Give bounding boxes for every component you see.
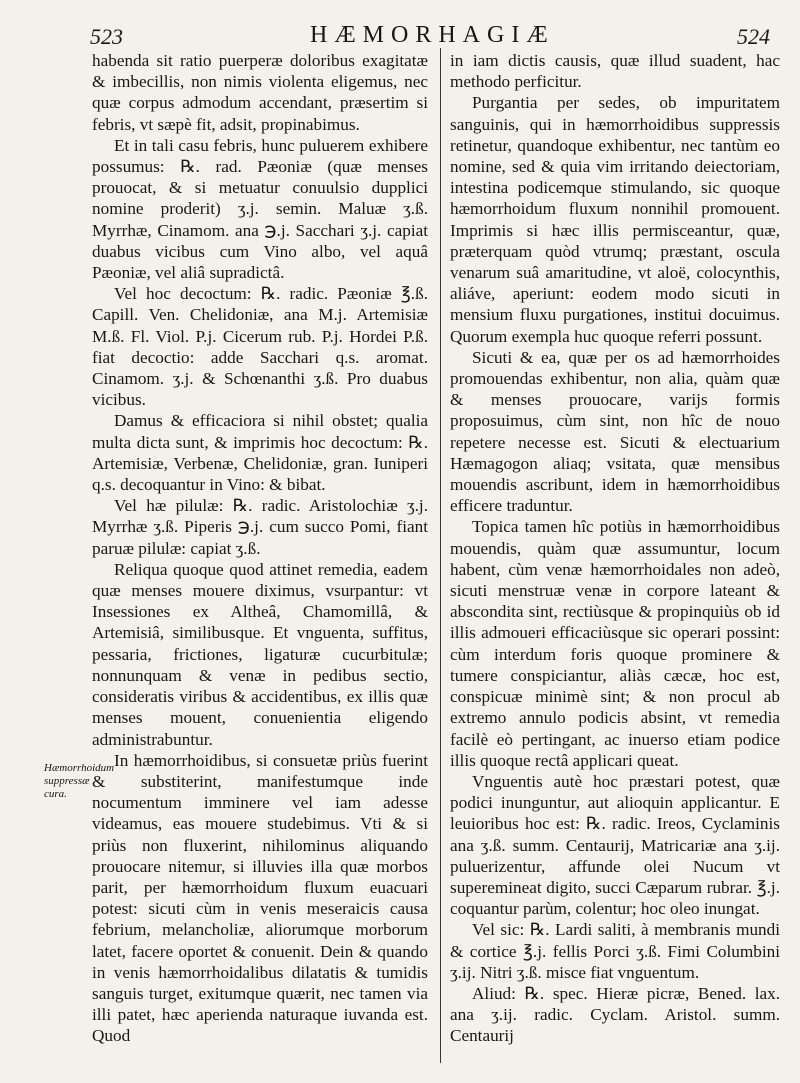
paragraph: Vel hoc decoctum: ℞. radic. Pæoniæ ℥.ß. Capill. Ven. Chelidoniæ, ana M.j. Artemisiæ M.ß. Fl. Viol. P.j. Cicerum rub. P.j. Hordei P.ß. fiat decoctio: adde Sacchari q.s. aromat. Cinamom. ʒ.j. & Schœnanthi ʒ.ß. Pro duabus vicibus. xyxy=(92,284,428,410)
paragraph: In hæmorrhoidibus, si consuetæ priùs fuerint & substiterint, manifestumque inde nocumentum imminere vel iam adesse videamus, eas mouere studebimus. Vti & si priùs non fluxerint, nihilominus aliquando prouocare nitemur, si illuvies illa quæ morbos parit, per hæmorrhoidum fluxum euacuari potest: sicuti cùm in venis meseraicis causa febrium, melancholiæ, aliorumque morborum latet, facere oportet & conuenit. Dein & quando in venis hæmorrhoidalibus dilatatis & tumidis sanguis turget, exitumque quærit, nec tamen via illi patet, hæc aperienda naturaque iuvanda est. Quod xyxy=(92,750,428,1046)
paragraph: Damus & efficaciora si nihil obstet; qualia multa dicta sunt, & imprimis hoc decoctum: ℞. Artemisiæ, Verbenæ, Chelidoniæ, gran. Iuniperi q.s. decoquantur in Vino: & bibat. xyxy=(92,411,428,495)
paragraph: Reliqua quoque quod attinet remedia, eadem quæ menses mouere diximus, vsurpantur: vt Insessiones ex Altheâ, Chamomillâ, & Artemisiâ, similibusque. Et vnguenta, suffitus, pessaria, frictiones, ligaturæ cucurbitulæ; nonnunquam & venæ in pedibus sectio, consideratis viribus & accidentibus, ex illis quæ menses mouent, conuenientia eligendo administrabuntur. xyxy=(92,559,428,749)
left-column xyxy=(92,50,428,1047)
paragraph: Vel hæ pilulæ: ℞. radic. Aristolochiæ ʒ.j. Myrrhæ ʒ.ß. Piperis ℈.j. cum succo Pomi, fiant paruæ pilulæ: capiat ʒ.ß. xyxy=(92,496,428,558)
paragraph: habenda sit ratio puerperæ doloribus exagitatæ & imbecillis, non nimis violenta eligemus, nec quæ corpus admodum accendant, præsertim si febris, vt sæpè fit, adsit, propinabimus. xyxy=(92,51,428,134)
paragraph: Vnguentis autè hoc præstari potest, quæ podici inunguntur, aut alioquin applicantur. E leuioribus hoc est: ℞. radic. Ireos, Cyclaminis ana ʒ.ß. summ. Centaurij, Matricariæ ana ʒ.ij. puluerizentur, affunde olei Nucum vt superemineat digito, succi Cæparum rubrar. ℥.j. coquantur parùm, colentur; hoc oleo inungat. xyxy=(450,771,780,919)
paragraph: Et in tali casu febris, hunc puluerem exhibere possumus: ℞. rad. Pæoniæ (quæ menses prouocat, & si metuatur conuulsio dupplici nomine proderit) ʒ.j. semin. Maluæ ʒ.ß. Myrrhæ, Cinamom. ana ℈.j. Sacchari ʒ.j. capiat duabus vicibus cum Vino albo, vel aquâ Pæoniæ, vel aliâ supradictâ. xyxy=(92,135,428,283)
paragraph: Sicuti & ea, quæ per os ad hæmorrhoides promouendas exhibentur, non alia, quàm quæ & menses prouocare, varijs formis proposuimus, cùm sint, non hîc de nouo repetere necesse est. Sicuti & electuarium Hæmagogon aliaq; vsitata, quæ mensibus mouendis ascribunt, idem in hæmorrhoidibus efficere traduntur. xyxy=(450,347,780,516)
page-number-left: 523 xyxy=(90,24,123,49)
paragraph: Purgantia per sedes, ob impuritatem sanguinis, qui in hæmorrhoidibus suppressis retinetur, quandoque exhibentur, nec tantùm eo nomine, sed & quia vim irritando deiectoriam, intestina podicemque stimulando, sic quoque hæmorrhoidum fluxum nonnihil promouent. Imprimis si hæc illis permisceantur, quæ, præterquam quòd vtrumq; præstant, osculа venarum suâ amaritudine, vt aloë, colocynthis, aliáve, aperiunt: eodem modo sicuti in mensium fluxu purgationes, institui docuimus. Quorum exempla huc quoque referri possunt. xyxy=(450,93,780,346)
paragraph: in iam dictis causis, quæ illud suadent, hac methodo perficitur. xyxy=(450,51,780,92)
column-divider xyxy=(440,48,441,1063)
paragraph: Topica tamen hîc potiùs in hæmorrhoidibus mouendis, quàm quæ assumuntur, locum habent, cùm venæ hæmorrhoidales non adeò, sicuti menstruæ venæ in corpore lateant & abscondita sint, rectiùsque & propinquiùs ob id illis admoueri efficaciùsque sic operari possint: cùm interdum foris quoque prominere & tumere conspiciantur, aliàs cæcæ, hoc est, conspicuæ minimè sint; & non procul ab extremo annulo podicis absint, vt remedia facilè eò pertingant, ac inuersо etiam podice illis quoque rectâ applicari queat. xyxy=(450,517,780,770)
page-number-right: 524 xyxy=(737,24,770,49)
page-header xyxy=(0,22,800,50)
right-column xyxy=(450,50,780,1047)
paragraph: Vel sic: ℞. Lardi saliti, à membranis mundi & cortice ℥.j. fellis Porci ʒ.ß. Fimi Columbini ʒ.ij. Nitri ʒ.ß. misce fiat vnguentum. xyxy=(450,920,780,982)
running-title: HÆMORHAGIÆ xyxy=(310,22,555,48)
paragraph: Aliud: ℞. spec. Hieræ picræ, Bened. lax. ana ʒ.ij. radic. Cyclam. Aristol. summ. Centaurij xyxy=(450,983,780,1046)
margin-note: Hæmorrhoidum suppressæ cura. xyxy=(44,762,115,800)
